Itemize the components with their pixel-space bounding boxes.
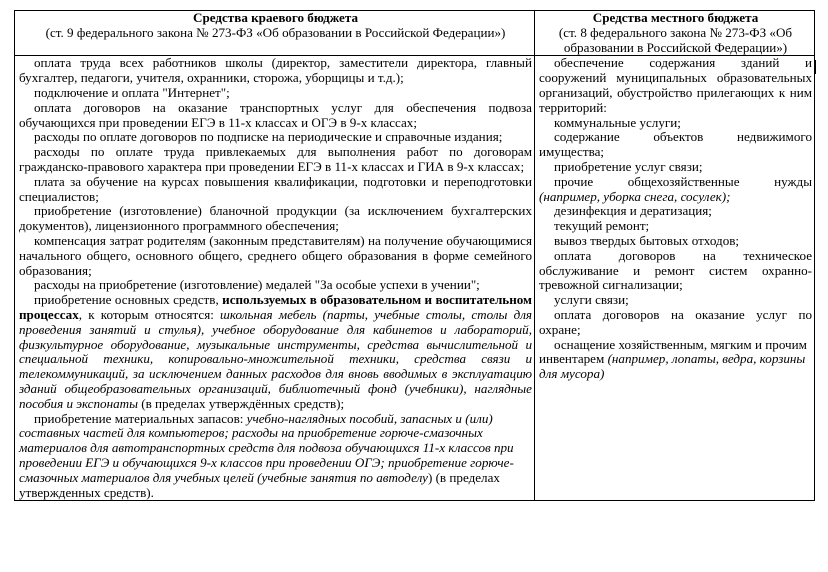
list-item: плата за обучение на курсах повышения квалификации, подготовки и переподготовки специалистов;	[19, 173, 532, 204]
table-body-row	[15, 56, 815, 501]
list-item: приобретение (изготовление) бланочной продукции (за исключением бухгалтерских документов), лицензионного программного обеспечения;	[19, 203, 532, 234]
list-item: расходы по оплате договоров по подписке на периодические и справочные издания;	[34, 129, 503, 145]
list-item: компенсация затрат родителям (законным представителям) на получение обучающимися начального общего, основного общего, среднего общего образования в форме семейного образования;	[19, 232, 532, 278]
list-item: дезинфекция и дератизация;	[554, 203, 712, 219]
header-local-title: Средства местного бюджета	[592, 10, 759, 25]
margin-mark	[815, 60, 816, 74]
header-regional-title: Средства краевого бюджета	[193, 10, 358, 25]
list-item: расходы на приобретение (изготовление) медалей "За особые успехи в учении";	[34, 277, 480, 293]
list-item	[19, 293, 532, 411]
item-italic-text: школьная мебель (парты, учебные столы, столы для проведения занятий и стулья), учебное оборудование для кабинетов и лабораторий, физкультурное оборудование, музыкальные инструменты, средства вычислительной и специальной техники, копировально-множительной техники, средства связи и телекоммуникаций, за исключением данных расходов для вновь вводимых в эксплуатацию зданий общеобразовательных организаций, библиотечный фонд (учебники), наглядные пособия и экспонаты	[19, 306, 532, 411]
header-local-subtitle: (ст. 8 федерального закона № 273-ФЗ «Об образовании в Российской Федерации»)	[558, 24, 793, 55]
item-text: прочие общехозяйственные нужды	[554, 173, 812, 189]
list-item: оплата договоров на оказание услуг по охране;	[539, 306, 812, 337]
list-item: оплата труда всех работников школы (директор, заместители директора, главный бухгалтер, педагоги, учителя, охранники, сторожа, уборщицы и т.д.);	[19, 55, 532, 86]
list-item: расходы по оплате труда привлекаемых для выполнения работ по договорам гражданско-правового характера при проведении ЕГЭ в 11-х классах и ГИА в 9-х классах;	[19, 144, 532, 174]
item-italic-text: (например, лопаты, ведра, корзины для мусора)	[539, 351, 806, 382]
budget-table	[14, 10, 815, 501]
header-regional-subtitle: (ст. 9 федерального закона № 273-ФЗ «Об образовании в Российской Федерации»)	[45, 24, 506, 40]
item-text: , к которым относятся:	[78, 306, 214, 322]
local-budget-items	[535, 56, 815, 501]
item-text: оснащение хозяйственным, мягким и прочим инвентарем	[539, 336, 807, 367]
item-text: приобретение материальных запасов:	[34, 410, 244, 426]
item-italic-text: учебно-наглядных пособий, запасных и (или) составных частей для компьютеров; расходы на приобретение горюче-смазочных материалов для автотранспортных средств для подвоза обучающихся 11-х классов при проведении ЕГЭ и обучающихся 9-х классов при проведении ОГЭ; приобретение горюче-смазочных материалов для учебных целей (учебные занятия по автоделу	[19, 410, 514, 485]
list-item: текущий ремонт;	[554, 218, 650, 234]
list-item: услуги связи;	[554, 292, 629, 308]
list-item: содержание объектов недвижимого имущества;	[539, 129, 812, 160]
list-item: вывоз твердых бытовых отходов;	[554, 232, 740, 248]
list-item	[19, 412, 532, 501]
list-item: обеспечение содержания зданий и сооружений муниципальных образовательных организаций, обустройство прилегающих к ним территорий:	[539, 55, 812, 115]
header-local-budget	[535, 11, 815, 56]
list-item: подключение и оплата "Интернет";	[34, 84, 230, 100]
list-item: оплата договоров на оказание транспортных услуг для обеспечения подвоза обучающихся при проведении ЕГЭ в 11-х классах и ОГЭ в 9-х классах;	[19, 99, 532, 130]
item-italic-text: (например, уборка снега, сосулек);	[539, 188, 731, 204]
list-item	[539, 338, 812, 382]
regional-budget-items	[15, 56, 535, 501]
list-item: коммунальные услуги;	[554, 114, 681, 130]
list-item: приобретение услуг связи;	[554, 158, 703, 174]
item-text: (в пределах утверждённых средств);	[141, 395, 345, 411]
header-regional-budget	[15, 11, 535, 56]
item-bold-text: используемых в образовательном и воспитательном процессах	[19, 292, 532, 322]
item-text: приобретение основных средств,	[34, 292, 219, 308]
item-text: ) (в пределах утвержденных средств).	[19, 469, 500, 500]
list-item: оплата договоров на техническое обслуживание и ремонт систем охранно-тревожной сигнализации;	[539, 247, 812, 293]
table-header-row	[15, 11, 815, 56]
list-item	[539, 175, 812, 205]
document-page	[14, 10, 815, 501]
